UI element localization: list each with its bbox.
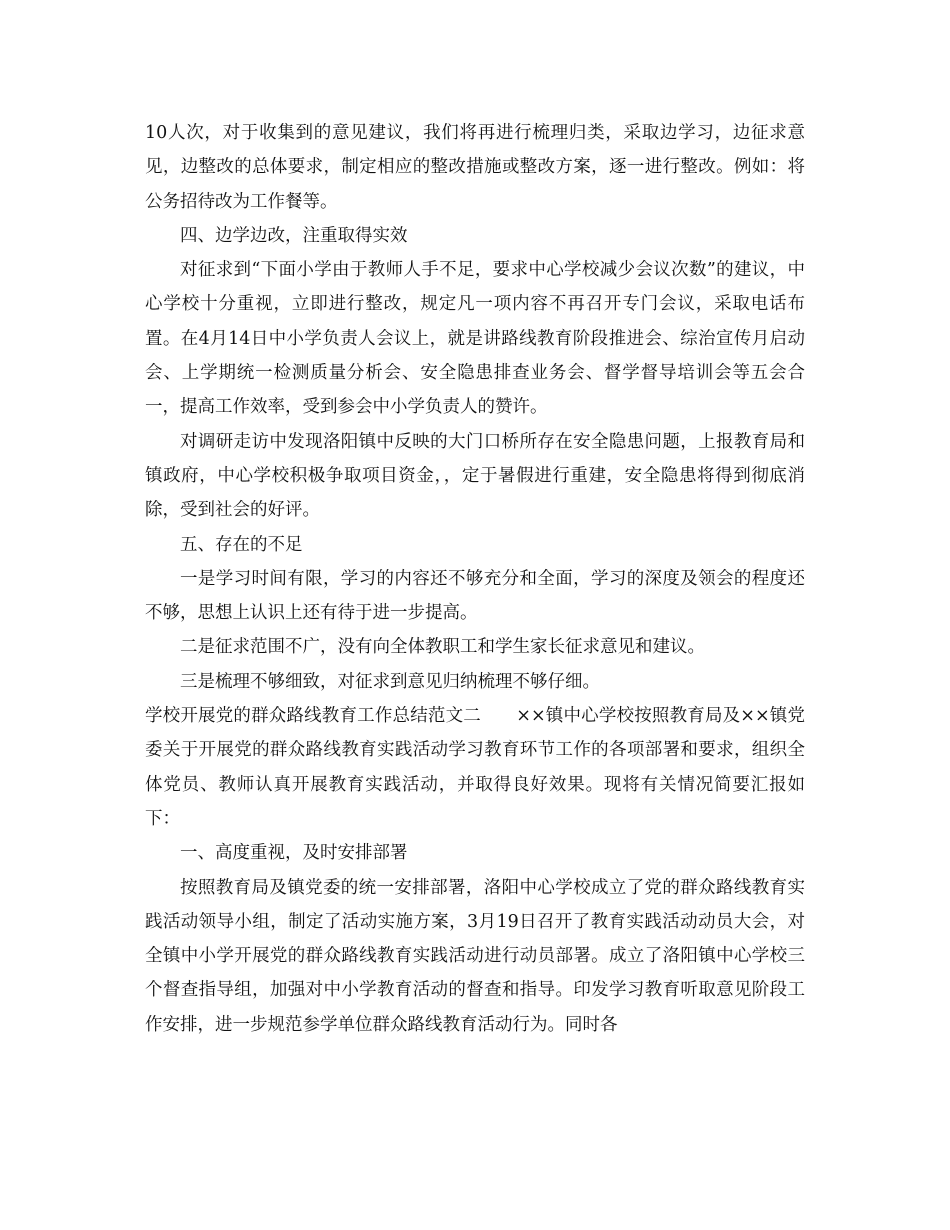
paragraph-continuation: 10人次，对于收集到的意见建议，我们将再进行梳理归类，采取边学习，边征求意见，边整改的总体要求，制定相应的整改措施或整改方案，逐一进行整改。例如：将公务招待改为工作餐等。: [145, 123, 805, 212]
paragraph-deployment: 按照教育局及镇党委的统一安排部署，洛阳中心学校成立了党的群众路线教育实践活动领导小组，制定了活动实施方案，3月19日召开了教育实践活动动员大会，对全镇中小学开展党的群众路线教育实践活动进行动员部署。成立了洛阳镇中心学校三个督查指导组，加强对中小学教育活动的督查和指导。印发学习教育听取意见阶段工作安排，进一步规范参学单位群众路线教育活动行为。同时各: [145, 877, 805, 1035]
paragraph-shortcoming-2: 二是征求范围不广，没有向全体教职工和学生家长征求意见和建议。: [180, 637, 705, 658]
paragraph-shortcoming-1: 一是学习时间有限，学习的内容还不够充分和全面，学习的深度及领会的程度还不够，思想上认识上还有待于进一步提高。: [145, 568, 805, 624]
paragraph-sample-two-intro: 学校开展党的群众路线教育工作总结范文二 ××镇中心学校按照教育局及××镇党委关于开展党的群众路线教育实践活动学习教育环节工作的各项部署和要求，组织全体党员、教师认真开展教育实践活动，并取得良好效果。现将有关情况简要汇报如下：: [145, 706, 805, 829]
document-body: [145, 116, 805, 1042]
section-heading-4: 四、边学边改，注重取得实效: [180, 225, 408, 246]
section-heading-1: 一、高度重视，及时安排部署: [180, 843, 408, 864]
paragraph-bridge-safety: 对调研走访中发现洛阳镇中反映的大门口桥所存在安全隐患问题，上报教育局和镇政府，中心学校积极争取项目资金，，定于暑假进行重建，安全隐患将得到彻底消除，受到社会的好评。: [145, 431, 805, 521]
paragraph-shortcoming-3: 三是梳理不够细致，对征求到意见归纳梳理不够仔细。: [180, 671, 600, 692]
section-heading-5: 五、存在的不足: [180, 534, 303, 555]
paragraph-meeting-reform: 对征求到“下面小学由于教师人手不足，要求中心学校减少会议次数”的建议，中心学校十分重视，立即进行整改，规定凡一项内容不再召开专门会议，采取电话布置。在4月14日中小学负责人会议上，就是讲路线教育阶段推进会、综治宣传月启动会、上学期统一检测质量分析会、安全隐患排查业务会、督学督导培训会等五会合一，提高工作效率，受到参会中小学负责人的赞许。: [145, 260, 805, 418]
